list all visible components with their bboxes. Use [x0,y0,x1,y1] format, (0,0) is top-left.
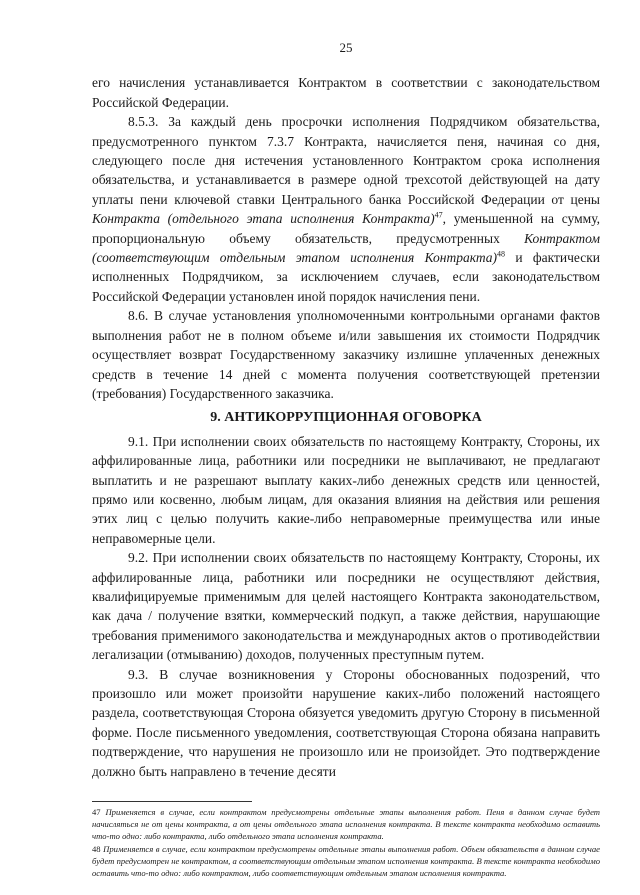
footnote-number: 48 [92,843,101,854]
paragraph-8-6: 8.6. В случае установления уполномоченными контрольными органами фактов выполнения работ не в полном объеме и/или завышения их стоимости Подрядчик осуществляет возврат Государственному заказчику излишне уплаченных денежных средств в течение 14 дней с момента получения соответствующей претензии (требования) Государственного заказчика. [92,308,600,401]
footnote-number: 47 [92,807,101,818]
paragraph-8-5-3 [92,112,600,306]
paragraph-text: , уменьшенной на сумму, пропорциональную объему обязательств, предусмотренных [92,211,600,246]
footnotes [92,801,600,879]
footnote-text: Применяется в случае, если контрактом предусмотрены отдельные этапы выполнения работ. Пеня в данном случае будет начисляться не от цены контракта, а от цены отдельного этапа исполнения контракта. В тексте контракта необходимо оставить что-то одно: либо контракта, либо отдельного этапа исполнения контракта. [92,807,600,842]
paragraph-text: 8.5.3. За каждый день просрочки исполнения Подрядчиком обязательства, предусмотренного пунктом 7.3.7 Контракта, начисляется пеня, начиная со дня, следующего после дня истечения установленного Контрактом срока исполнения обязательства, и устанавливается в размере одной трехсотой действующей на дату уплаты пени ключевой ставки Центрального банка Российской Федерации от цены [92,114,600,207]
paragraph-text: и фактически исполненных Подрядчиком, за исключением случаев, если законодательством Российской Федерации установлен иной порядок начисления пени. [92,250,600,304]
paragraph-continuation: его начисления устанавливается Контрактом в соответствии с законодательством Российской Федерации. [92,75,600,110]
footnote-47 [92,806,600,843]
footnote-ref-47[interactable]: 47 [434,210,443,220]
footnote-48 [92,843,600,880]
footnote-text: Применяется в случае, если контрактом предусмотрены отдельные этапы выполнения работ. Объем обязательств в данном случае будет предусмотрен не контрактом, а соответствующим отдельным этапом исполнения контракта. В тексте контракта необходимо оставить что-то одно: либо контрактом, либо соответствующим отдельным этапом исполнения контракта. [92,843,600,879]
paragraph-9-1: 9.1. При исполнении своих обязательств по настоящему Контракту, Стороны, их аффилированные лица, работники или посредники не выплачивают, не предлагают выплатить и не разрешают выплату каких-либо денежных средств или ценностей, прямо или косвенно, любым лицам, для оказания влияния на действия или решения этих лиц с целью получить какие-либо неправомерные преимущества или иные неправомерные цели. [92,433,600,546]
paragraph-9-3: 9.3. В случае возникновения у Стороны обоснованных подозрений, что произошло или может произойти нарушение каких-либо положений настоящего раздела, соответствующая Сторона обязуется уведомить другую Сторону в письменной форме. После письменного уведомления, соответствующая Сторона обязана направить подтверждение, что нарушения не произошло или не произойдет. Это подтверждение должно быть направлено в течение десяти [92,666,600,779]
paragraph-9-2: 9.2. При исполнении своих обязательств по настоящему Контракту, Стороны, их аффилированные лица, работники или посредники не осуществляют действия, квалифицируемые применимым для целей настоящего Контракта законодательством, как дача / получение взятки, коммерческий подкуп, а также действия, нарушающие требования применимого законодательства и международных актов о противодействии легализации (отмыванию) доходов, полученных преступным путем. [92,550,600,663]
page-number: 25 [339,40,353,55]
footnote-divider [92,801,252,802]
italic-text: Контрактом (соответствующим отдельным этапом исполнения Контракта) [92,230,600,266]
italic-text: Контракта (отдельного этапа исполнения Контракта) [92,211,435,227]
section-heading: 9. АНТИКОРРУПЦИОННАЯ ОГОВОРКА [210,410,482,426]
footnote-ref-48[interactable]: 48 [497,249,506,259]
